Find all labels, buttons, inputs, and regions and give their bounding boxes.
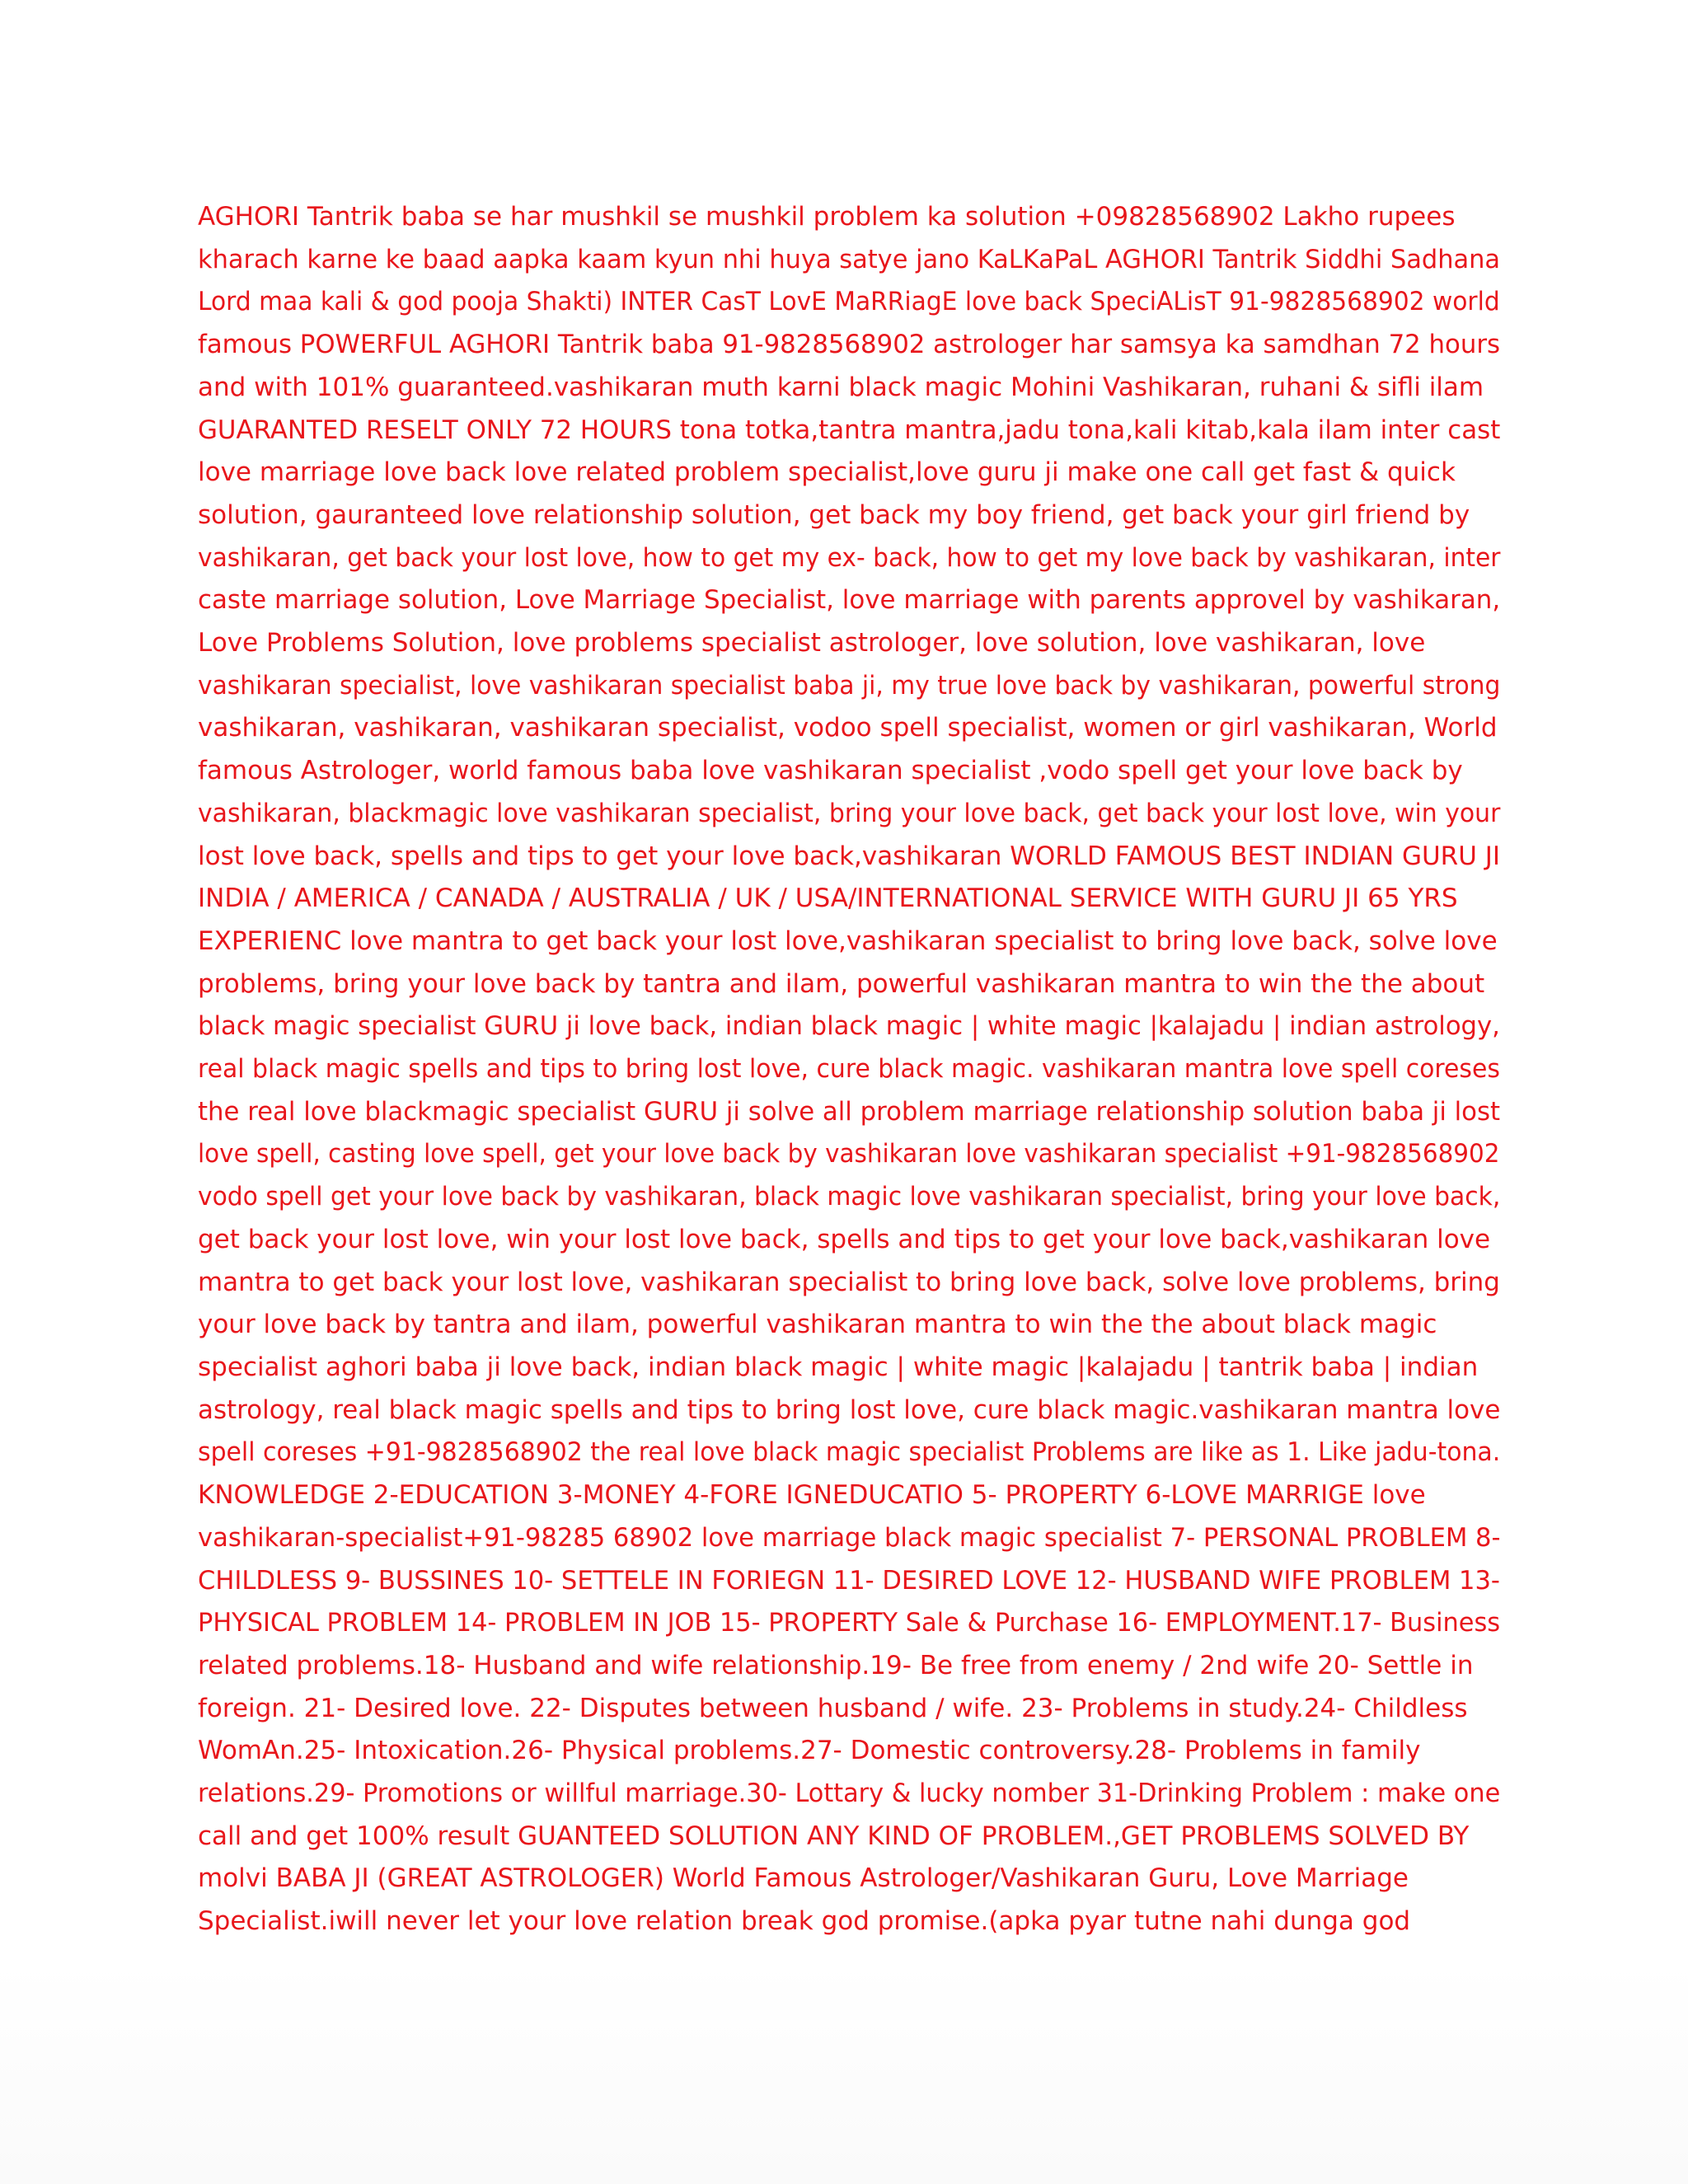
text-line: Lord maa kali & god pooja Shakti) INTER CasT LovE MaRRiagE love back SpeciALisT 91-9828568902 world bbox=[198, 287, 1500, 317]
text-line: famous POWERFUL AGHORI Tantrik baba 91-9828568902 astrologer har samsya ka samdhan 72 hours bbox=[198, 330, 1501, 360]
text-line: KNOWLEDGE 2-EDUCATION 3-MONEY 4-FORE IGNEDUCATIO 5- PROPERTY 6-LOVE MARRIGE love bbox=[198, 1480, 1426, 1511]
text-line: kharach karne ke baad aapka kaam kyun nhi huya satye jano KaLKaPaL AGHORI Tantrik Siddhi Sadhana bbox=[198, 244, 1501, 274]
text-line: get back your lost love, win your lost love back, spells and tips to get your love back,vashikaran love bbox=[198, 1224, 1491, 1254]
document-body-text bbox=[198, 196, 1500, 1943]
text-line: black magic specialist GURU ji love back, indian black magic | white magic |kalajadu | indian astrology, bbox=[198, 1011, 1500, 1042]
text-line: vashikaran, vashikaran, vashikaran specialist, vodoo spell specialist, women or girl vashikaran, World bbox=[198, 713, 1498, 743]
text-line: love spell, casting love spell, get your love back by vashikaran love vashikaran specialist +91-9828568902 bbox=[198, 1139, 1500, 1169]
text-line: famous Astrologer, world famous baba love vashikaran specialist ,vodo spell get your love back by bbox=[198, 756, 1463, 786]
text-line: PHYSICAL PROBLEM 14- PROBLEM IN JOB 15- PROPERTY Sale & Purchase 16- EMPLOYMENT.17- Business bbox=[198, 1608, 1501, 1638]
text-line: caste marriage solution, Love Marriage Specialist, love marriage with parents approvel by vashikaran, bbox=[198, 585, 1501, 616]
text-line: related problems.18- Husband and wife relationship.19- Be free from enemy / 2nd wife 20- Settle in bbox=[198, 1650, 1474, 1680]
text-line: Specialist.iwill never let your love relation break god promise.(apka pyar tutne nahi dunga god bbox=[198, 1906, 1411, 1937]
text-line: CHILDLESS 9- BUSSINES 10- SETTELE IN FORIEGN 11- DESIRED LOVE 12- HUSBAND WIFE PROBLEM 13- bbox=[198, 1565, 1500, 1596]
text-line: spell coreses +91-9828568902 the real love black magic specialist Problems are like as 1. Like jadu-tona. bbox=[198, 1437, 1501, 1468]
text-line: relations.29- Promotions or willful marriage.30- Lottary & lucky nomber 31-Drinking Problem : make one bbox=[198, 1779, 1501, 1809]
text-line: love marriage love back love related problem specialist,love guru ji make one call get fast & quick bbox=[198, 457, 1456, 488]
text-line: Love Problems Solution, love problems specialist astrologer, love solution, love vashikaran, love bbox=[198, 628, 1426, 658]
text-line: vashikaran-specialist+91-98285 68902 love marriage black magic specialist 7- PERSONAL PROBLEM 8- bbox=[198, 1522, 1501, 1553]
text-line: INDIA / AMERICA / CANADA / AUSTRALIA / UK / USA/INTERNATIONAL SERVICE WITH GURU JI 65 YRS bbox=[198, 883, 1458, 914]
text-line: problems, bring your love back by tantra and ilam, powerful vashikaran mantra to win the the about bbox=[198, 968, 1485, 999]
text-line: solution, gauranteed love relationship solution, get back my boy friend, get back your girl friend by bbox=[198, 499, 1470, 530]
text-line: real black magic spells and tips to bring lost love, cure black magic. vashikaran mantra love spell coreses bbox=[198, 1054, 1500, 1085]
text-line: the real love blackmagic specialist GURU ji solve all problem marriage relationship solution baba ji lost bbox=[198, 1096, 1501, 1127]
text-line: GUARANTED RESELT ONLY 72 HOURS tona totka,tantra mantra,jadu tona,kali kitab,kala ilam inter cast bbox=[198, 415, 1501, 445]
text-line: astrology, real black magic spells and tips to bring lost love, cure black magic.vashikaran mantra love bbox=[198, 1394, 1501, 1425]
text-line: molvi BABA JI (GREAT ASTROLOGER) World Famous Astrologer/Vashikaran Guru, Love Marriage bbox=[198, 1863, 1409, 1894]
text-line: lost love back, spells and tips to get your love back,vashikaran WORLD FAMOUS BEST INDIAN GURU JI bbox=[198, 841, 1501, 871]
text-line: mantra to get back your lost love, vashikaran specialist to bring love back, solve love problems, bring bbox=[198, 1267, 1500, 1297]
text-line: vashikaran, get back your lost love, how to get my ex- back, how to get my love back by vashikaran, inter bbox=[198, 542, 1501, 573]
text-line: vashikaran specialist, love vashikaran specialist baba ji, my true love back by vashikaran, powerful strong bbox=[198, 670, 1501, 701]
text-line: vashikaran, blackmagic love vashikaran specialist, bring your love back, get back your lost love, win your bbox=[198, 798, 1501, 828]
text-line: call and get 100% result GUANTEED SOLUTION ANY KIND OF PROBLEM.,GET PROBLEMS SOLVED BY bbox=[198, 1821, 1470, 1851]
text-line: WomAn.25- Intoxication.26- Physical problems.27- Domestic controversy.28- Problems in family bbox=[198, 1736, 1421, 1766]
page-bottom-shade bbox=[0, 1961, 1688, 2184]
text-line: AGHORI Tantrik baba se har mushkil se mushkil problem ka solution +09828568902 Lakho rupees bbox=[198, 202, 1456, 232]
text-line: EXPERIENC love mantra to get back your lost love,vashikaran specialist to bring love back, solve love bbox=[198, 926, 1498, 956]
text-line: and with 101% guaranteed.vashikaran muth karni black magic Mohini Vashikaran, ruhani & sifli ilam bbox=[198, 372, 1484, 402]
text-line: foreign. 21- Desired love. 22- Disputes between husband / wife. 23- Problems in study.24- Childless bbox=[198, 1693, 1468, 1723]
text-line: specialist aghori baba ji love back, indian black magic | white magic |kalajadu | tantrik baba | indian bbox=[198, 1352, 1479, 1382]
text-line: vodo spell get your love back by vashikaran, black magic love vashikaran specialist, bring your love back, bbox=[198, 1182, 1501, 1212]
text-line: your love back by tantra and ilam, powerful vashikaran mantra to win the the about black magic bbox=[198, 1310, 1437, 1340]
